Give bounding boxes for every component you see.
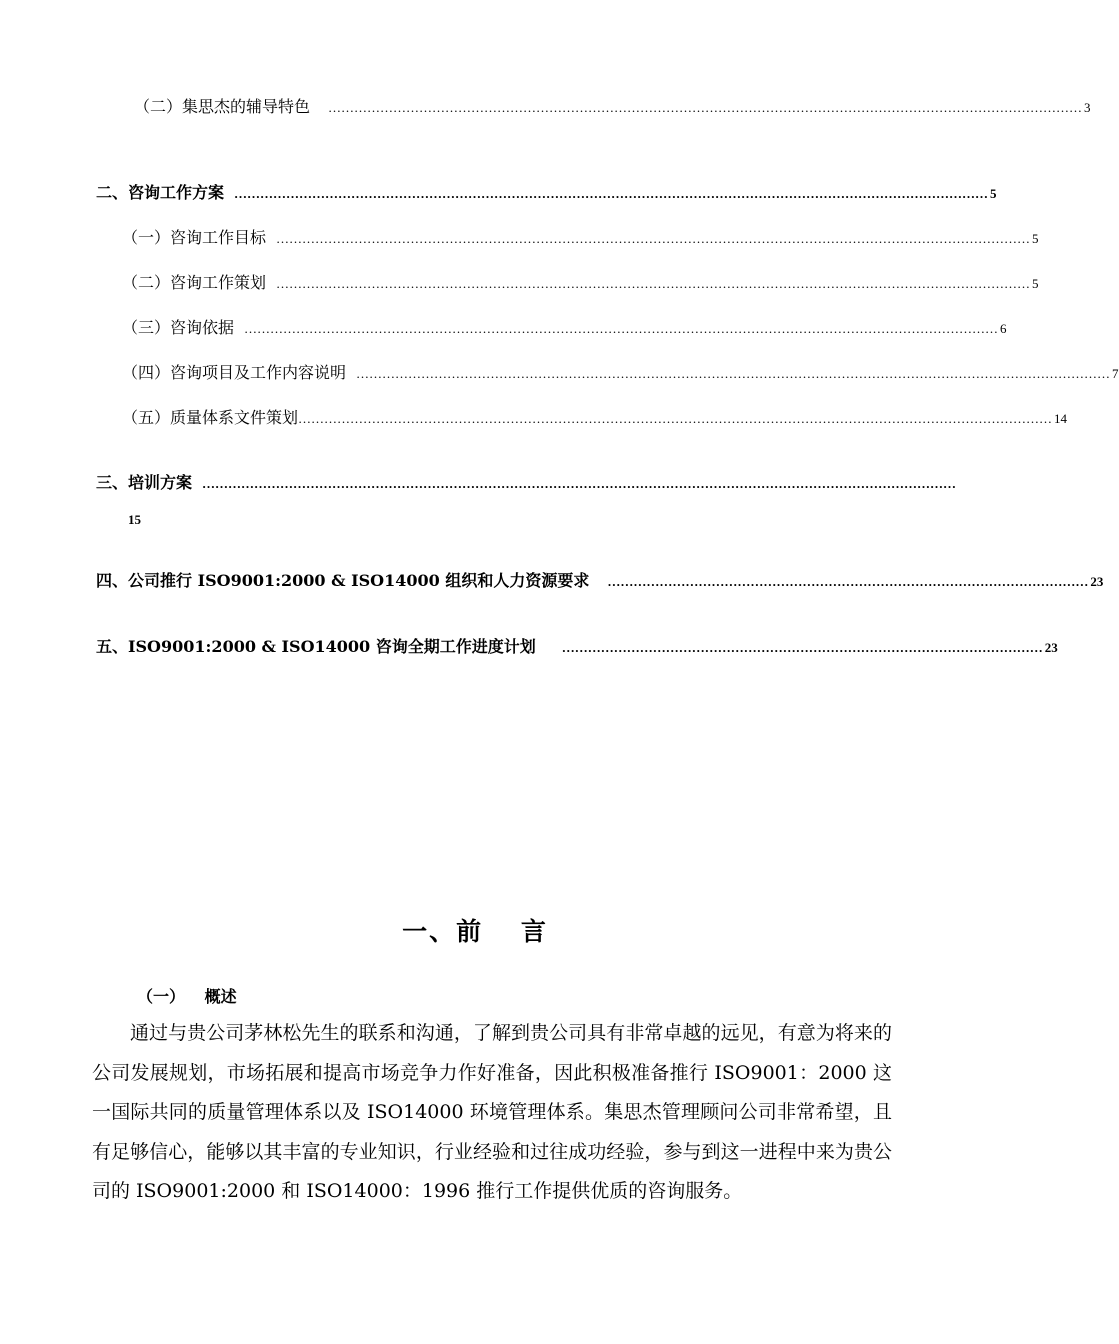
toc-title: 质量体系文件策划: [170, 408, 299, 427]
body-paragraph-block: [92, 1014, 892, 1212]
chapter-title: 一、前 言: [402, 917, 548, 946]
toc-leader: …………………………………………………………………………………………………: [607, 574, 1089, 589]
section-title: 概述: [204, 987, 237, 1006]
toc-page: 23: [1090, 574, 1104, 589]
toc-sec-4[interactable]: [96, 568, 1104, 591]
toc-leader: …………………………………………………………………………………………………………………………………………………………: [328, 100, 1083, 115]
toc-title: 咨询工作目标: [170, 228, 267, 247]
toc-title: 集思杰的辅导特色: [182, 97, 311, 116]
toc-num: （五）: [122, 408, 171, 427]
toc-leader: …………………………………………………………………………………………………………………………………………………………: [276, 276, 1031, 291]
body-paragraph: 通过与贵公司茅林松先生的联系和沟通，了解到贵公司具有非常卓越的远见，有意为将来的公司发展规划，市场拓展和提高市场竞争力作好准备，因此积极准备推行 ISO9001：2000 这一国际共同的质量管理体系以及 ISO14000 环境管理体系。集思杰管理顾问公司非常希望，且有足够信心，能够以其丰富的专业知识，行业经验和过往成功经验，参与到这一进程中来为贵公司的 ISO9001:2000 和 ISO14000：1996 推行工作提供优质的咨询服务。: [92, 1022, 892, 1202]
toc-num: （一）: [122, 228, 171, 247]
toc-page: 7: [1112, 366, 1119, 381]
toc-leader: …………………………………………………………………………………………………………………………………………………………: [276, 231, 1031, 246]
toc-leader: …………………………………………………………………………………………………………………………………………………………: [356, 366, 1111, 381]
toc-num: 五、: [96, 637, 129, 656]
toc-item-2-5[interactable]: [122, 405, 1068, 428]
toc-num: （三）: [122, 318, 171, 337]
toc-page: 5: [1032, 276, 1039, 291]
toc-title: 咨询工作方案: [128, 183, 225, 202]
toc-leader: …………………………………………………………………………………………………………………………………………………………: [234, 186, 989, 201]
toc-leader: …………………………………………………………………………………………………: [561, 640, 1043, 655]
toc-page: 5: [990, 186, 997, 201]
toc-sec-2[interactable]: [96, 180, 997, 203]
toc-leader: …………………………………………………………………………………………………………………………………………………………: [202, 476, 957, 491]
toc-item-2-2[interactable]: [122, 270, 1039, 293]
toc-page: 14: [1054, 411, 1068, 426]
toc-leader: …………………………………………………………………………………………………………………………………………………………: [244, 321, 999, 336]
toc-num: 三、: [96, 473, 129, 492]
toc-item-2-3[interactable]: [122, 315, 1007, 338]
toc-title: 咨询工作策划: [170, 273, 267, 292]
toc-num: 二、: [96, 183, 129, 202]
toc-num: （二）: [134, 97, 183, 116]
toc-page: 5: [1032, 231, 1039, 246]
toc-page: 3: [1084, 100, 1091, 115]
toc-sec-3[interactable]: [96, 470, 957, 493]
toc-sec-3-page: 15: [128, 512, 141, 527]
section-num: （一）: [137, 987, 186, 1006]
toc-title: 培训方案: [128, 473, 193, 492]
toc-page: 6: [1000, 321, 1007, 336]
toc-item-2-4[interactable]: [122, 360, 1119, 383]
toc-title: ISO9001:2000 & ISO14000 咨询全期工作进度计划: [128, 637, 536, 656]
toc-title: 公司推行 ISO9001:2000 & ISO14000 组织和人力资源要求: [128, 571, 590, 590]
toc-title: 咨询项目及工作内容说明: [170, 363, 347, 382]
toc-title: 咨询依据: [170, 318, 235, 337]
toc-leader: …………………………………………………………………………………………………………………………………………………………: [298, 411, 1053, 426]
toc-item-1-2[interactable]: [134, 94, 1091, 117]
toc-item-2-1[interactable]: [122, 225, 1039, 248]
toc-sec-5[interactable]: [96, 634, 1058, 657]
toc-num: （二）: [122, 273, 171, 292]
toc-num: （四）: [122, 363, 171, 382]
toc-num: 四、: [96, 571, 129, 590]
toc-page: 23: [1044, 640, 1058, 655]
section-heading: [137, 984, 237, 1007]
